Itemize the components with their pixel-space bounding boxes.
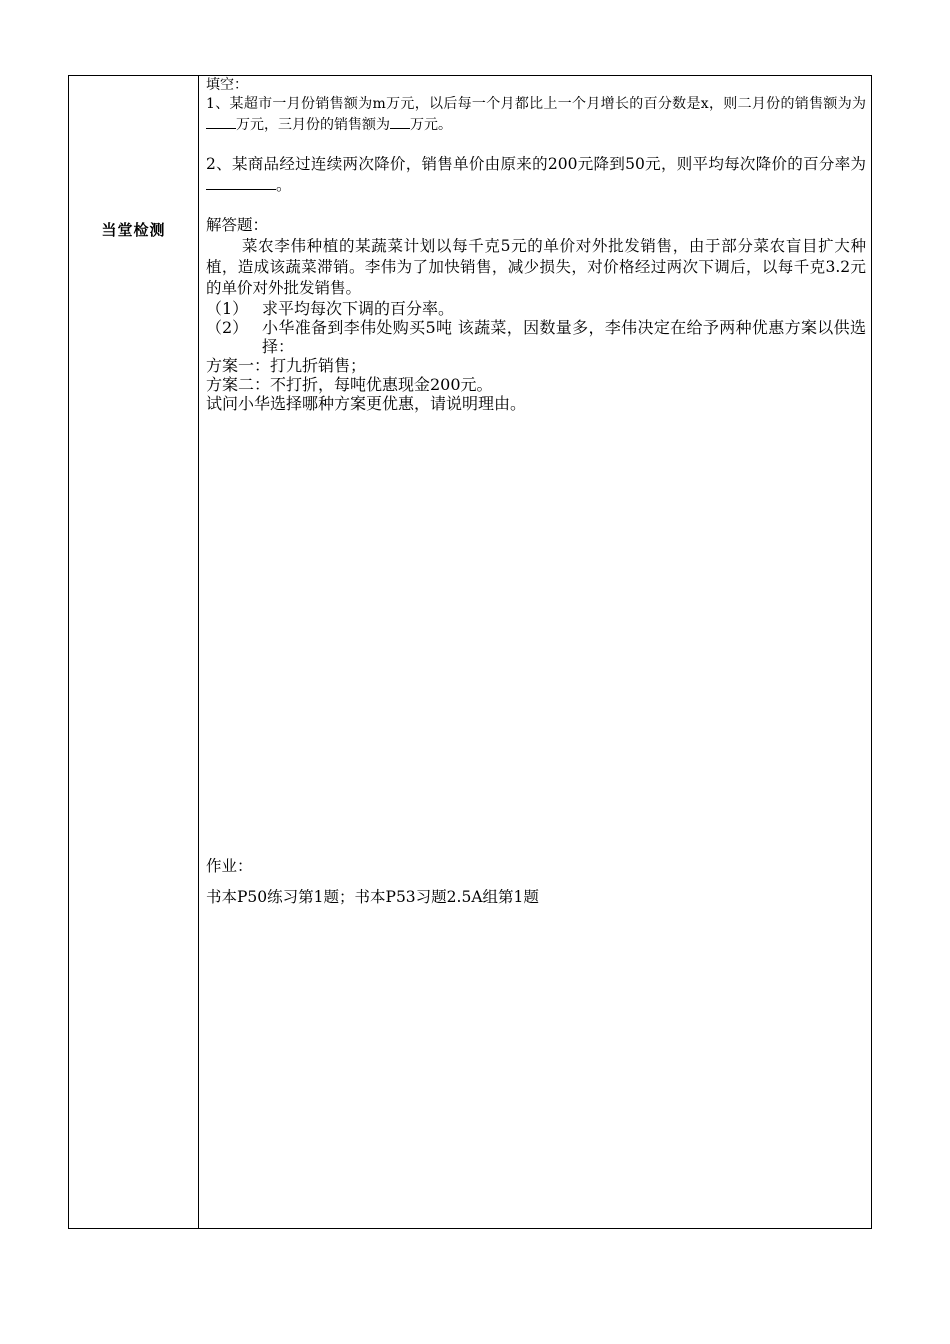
fill-in-question-2 [206,154,866,196]
answer-body: 菜农李伟种植的某蔬菜计划以每千克5元的单价对外批发销售，由于部分菜农盲目扩大种植，造成该蔬菜滞销。李伟为了加快销售，减少损失，对价格经过两次下调后，以每千克3.2元的单价对外批发销售。 [206,237,866,297]
q2-text-2: 。 [276,176,292,194]
column-divider [198,76,199,1228]
plan-2: 方案二：不打折，每吨优惠现金200元。 [206,375,493,394]
homework-heading: 作业： [206,857,253,875]
q2-blank [206,175,276,190]
homework-text: 书本P50练习第1题；书本P53习题2.5A组第1题 [206,888,539,906]
answer-item-2 [206,318,866,356]
answer-item-1 [206,299,866,318]
plan-1: 方案一：打九折销售； [206,356,367,375]
q1-text-1: 1、某超市一月份销售额为m万元，以后每一个月都比上一个月增长的百分数是x，则二月份的销售额为为 [206,96,866,112]
fill-in-question-1 [206,95,866,135]
item-2-text: 小华准备到李伟处购买5吨 该蔬菜，因数量多，李伟决定在给予两种优惠方案以供选择： [262,318,866,356]
q1-text-2: 万元，三月份的销售额为 [236,117,390,133]
answer-question: 试问小华选择哪种方案更优惠，请说明理由。 [206,394,527,413]
item-1-number: （1） [206,299,249,318]
item-2-number: （2） [206,318,249,337]
fill-in-heading: 填空： [206,77,248,93]
section-label: 当堂检测 [101,221,166,239]
q1-text-3: 万元。 [410,117,452,133]
q2-text-1: 2、某商品经过连续两次降价，销售单价由原来的200元降到50元，则平均每次降价的百分率为 [206,155,866,173]
q1-blank-1 [206,114,236,129]
content-cell [206,76,866,906]
answer-heading: 解答题： [206,216,269,234]
q1-blank-2 [390,114,410,129]
item-1-text: 求平均每次下调的百分率。 [262,299,455,318]
lesson-table [68,75,872,1229]
